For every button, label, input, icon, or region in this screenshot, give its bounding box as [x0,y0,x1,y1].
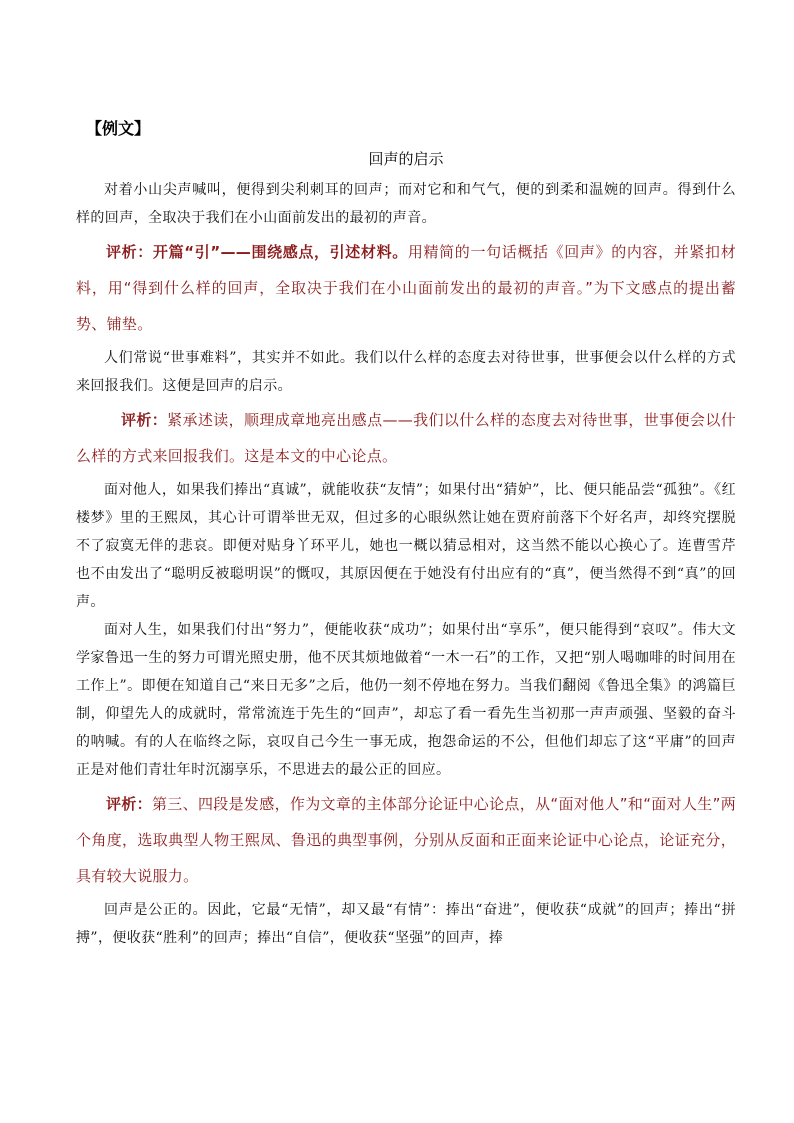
comment-text: 第三、四段是发感，作为文章的主体部分论证中心论点，从“面对他人”和“面对人生”两个角度，选取典型人物王熙凤、鲁迅的典型事例，分别从反面和正面来论证中心论点，论证充分，具有较大说服力。 [76,795,737,885]
article-title: 回声的启示 [368,150,444,168]
comment-lead: 评析： [121,411,168,429]
comment-paragraph-1 [76,234,736,342]
body-paragraph-1: 对着小山尖声喊叫，便得到尖利刺耳的回声；而对它和和气气，便的到柔和温婉的回声。得到什么样的回声，全取决于我们在小山面前发出的最初的声音。 [76,182,736,226]
body-paragraph-4: 面对人生，如果我们付出“努力”，便能收获“成功”；如果付出“享乐”，便只能得到“哀叹”。伟大文学家鲁迅一生的努力可谓光照史册，他不厌其烦地做着“一木一石”的工作，又把“别人喝咖啡的时间用在工作上”。即便在知道自己“来日无多”之后，他仍一刻不停地在努力。当我们翻阅《鲁迅全集》的鸿篇巨制，仰望先人的成就时，常常流连于先生的“回声”，却忘了看一看先生当初那一声声顽强、坚毅的奋斗的呐喊。有的人在临终之际，哀叹自己今生一事无成，抱怨命运的不公，但他们却忘了这“平庸”的回声正是对他们青壮年时沉溺享乐，不思进去的最公正的回应。 [76,622,736,778]
comment-lead: 评析：开篇“引”——围绕感点，引述材料。 [106,243,408,261]
article-content [76,118,736,952]
body-paragraph-3: 面对他人，如果我们捧出“真诚”，就能收获“友情”；如果付出“猜妒”，比、便只能品尝“孤独”。《红楼梦》里的王熙凤，其心计可谓举世无双，但过多的心眼纵然让她在贾府前落下个好名声，却终究摆脱不了寂寞无伴的悲哀。即便对贴身丫环平儿，她也一概以猜忌相对，这当然不能以心换心了。连曹雪芹也不由发出了“聪明反被聪明误”的慨叹，其原因便在于她没有付出应有的“真”，便当然得不到“真”的回声。 [76,482,736,610]
section-label: 【例文】 [86,119,151,138]
comment-paragraph-2 [76,402,736,474]
body-paragraph-2: 人们常说“世事难料”，其实并不如此。我们以什么样的态度去对待世事，世事便会以什么样的方式来回报我们。这便是回声的启示。 [76,350,736,394]
comment-lead: 评析： [106,795,152,813]
comment-paragraph-3 [76,786,736,894]
comment-text: 用精简的一句话概括《回声》的内容，并紧扣材料，用“得到什么样的回声，全取决于我们在小山面前发出的最初的声音。”为下文感点的提出蓄势、铺垫。 [76,243,737,333]
comment-text: 紧承述读，顺理成章地亮出感点——我们以什么样的态度去对待世事，世事便会以什么样的方式来回报我们。这是本文的中心论点。 [76,411,736,465]
body-paragraph-5: 回声是公正的。因此，它最“无情”，却又最“有情”：捧出“奋进”，便收获“成就”的回声；捧出“拼搏”，便收获“胜利”的回声；捧出“自信”，便收获“坚强”的回声，捧 [76,902,736,946]
